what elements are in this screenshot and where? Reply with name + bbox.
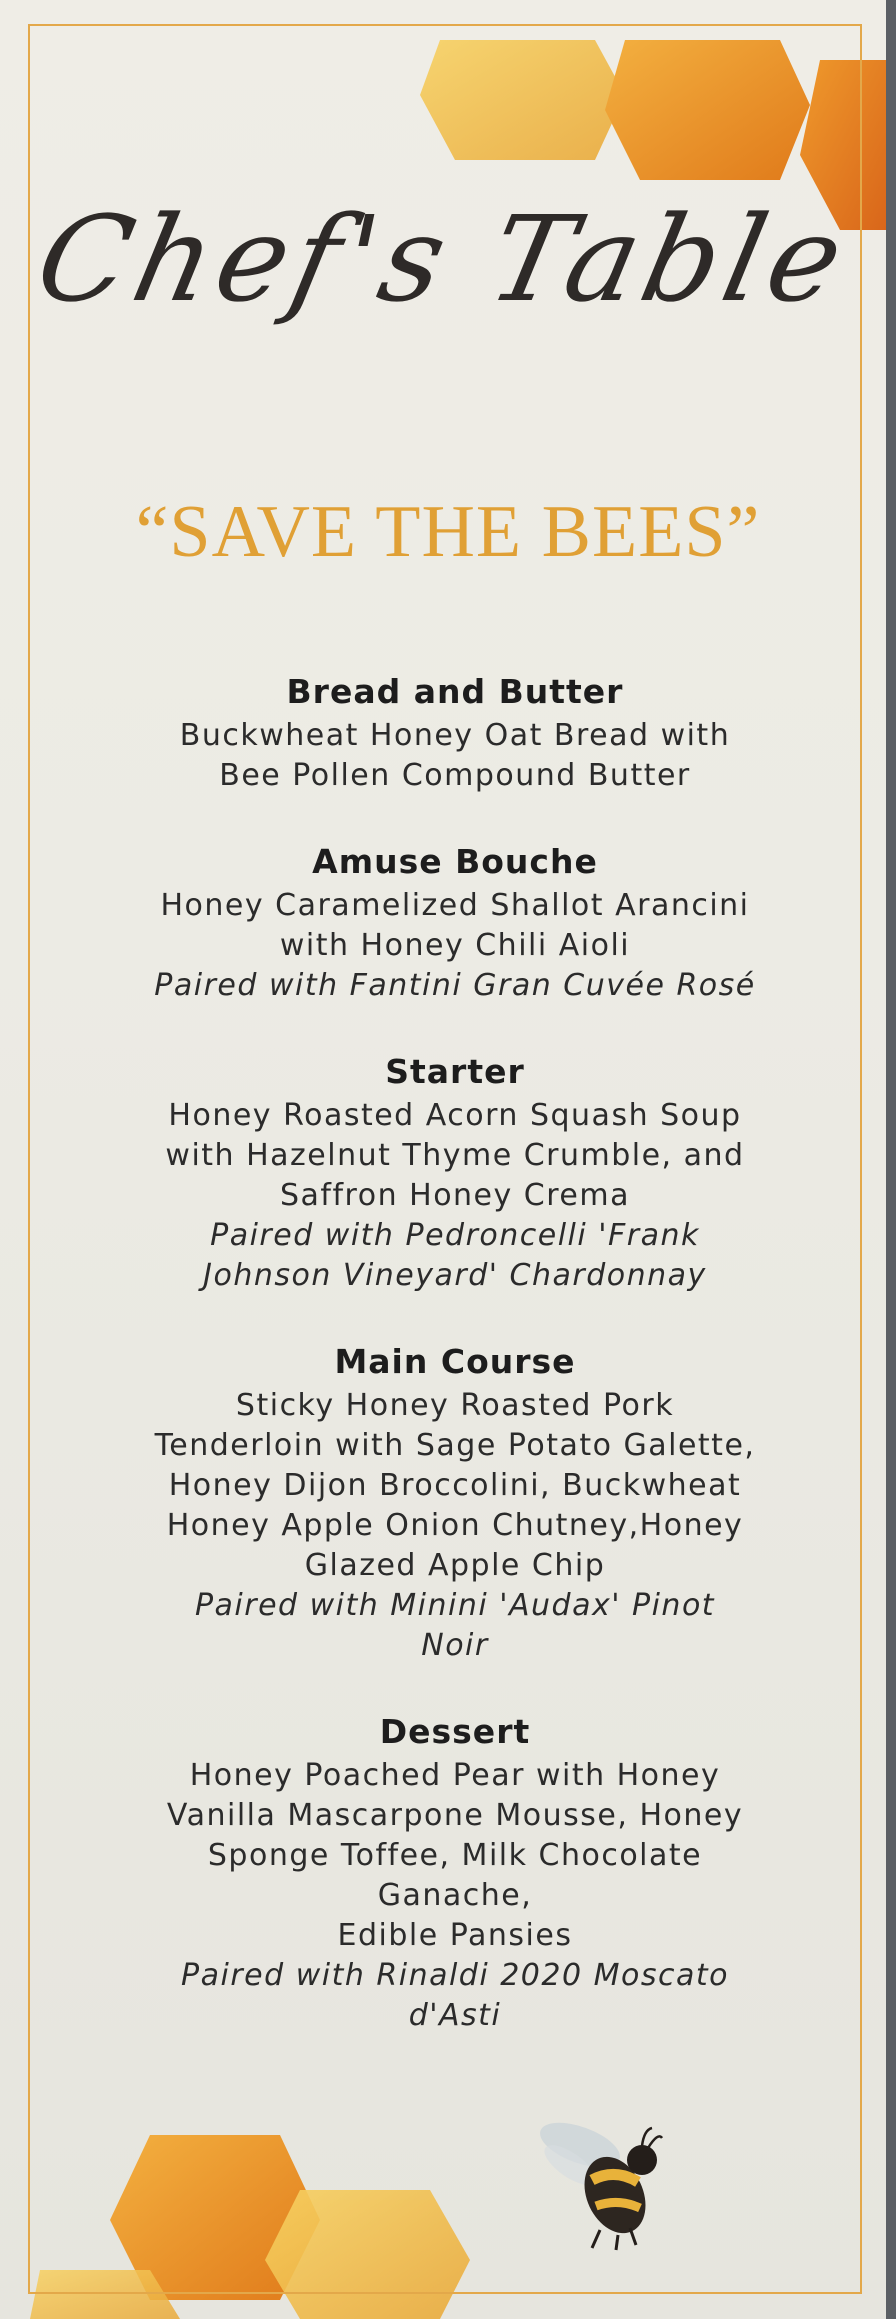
course-block	[60, 1708, 850, 2036]
wine-pairing-line: Paired with Pedroncelli 'Frank	[210, 1218, 700, 1253]
course-name: Main Course	[334, 1342, 576, 1381]
course-description-line: Vanilla Mascarpone Mousse, Honey	[166, 1798, 744, 1833]
wine-pairing-line: Paired with Rinaldi 2020 Moscato	[181, 1958, 729, 1993]
wine-pairing-line: Paired with Fantini Gran Cuvée Rosé	[154, 968, 756, 1003]
course-description-line: Honey Roasted Acorn Squash Soup	[168, 1098, 742, 1133]
menu-title: Chef's Table	[25, 190, 861, 328]
wine-pairing-line: d'Asti	[408, 1998, 502, 2033]
bee-icon	[530, 2110, 680, 2260]
course-description-line: Honey Apple Onion Chutney,Honey	[166, 1508, 744, 1543]
course-description-line: Bee Pollen Compound Butter	[219, 758, 691, 793]
course-description-line: Tenderloin with Sage Potato Galette,	[154, 1428, 756, 1463]
course-description-line: with Honey Chili Aioli	[279, 928, 631, 963]
wine-pairing-line: Noir	[421, 1628, 489, 1663]
course-block	[60, 1338, 850, 1666]
menu-subtitle: “SAVE THE BEES”	[135, 491, 761, 573]
wine-pairing-line: Paired with Minini 'Audax' Pinot	[194, 1588, 716, 1623]
menu-courses	[60, 668, 850, 2078]
course-block	[60, 838, 850, 1006]
course-block	[60, 668, 850, 796]
course-name: Starter	[385, 1052, 525, 1091]
course-description-line: Honey Caramelized Shallot Arancini	[160, 888, 750, 923]
course-description-line: Honey Poached Pear with Honey	[189, 1758, 721, 1793]
course-description-line: with Hazelnut Thyme Crumble, and	[165, 1138, 745, 1173]
course-description-line: Ganache,	[377, 1878, 533, 1913]
course-description-line: Honey Dijon Broccolini, Buckwheat	[168, 1468, 742, 1503]
course-description-line: Sticky Honey Roasted Pork	[235, 1388, 675, 1423]
course-name: Bread and Butter	[286, 672, 624, 711]
course-description-line: Sponge Toffee, Milk Chocolate	[207, 1838, 703, 1873]
course-description-line: Edible Pansies	[337, 1918, 573, 1953]
wine-pairing-line: Johnson Vineyard' Chardonnay	[203, 1258, 707, 1293]
course-description-line: Glazed Apple Chip	[304, 1548, 606, 1583]
course-name: Dessert	[379, 1712, 531, 1751]
course-description-line: Saffron Honey Crema	[280, 1178, 630, 1213]
course-description-line: Buckwheat Honey Oat Bread with	[179, 718, 731, 753]
course-block	[60, 1048, 850, 1296]
course-name: Amuse Bouche	[312, 842, 598, 881]
